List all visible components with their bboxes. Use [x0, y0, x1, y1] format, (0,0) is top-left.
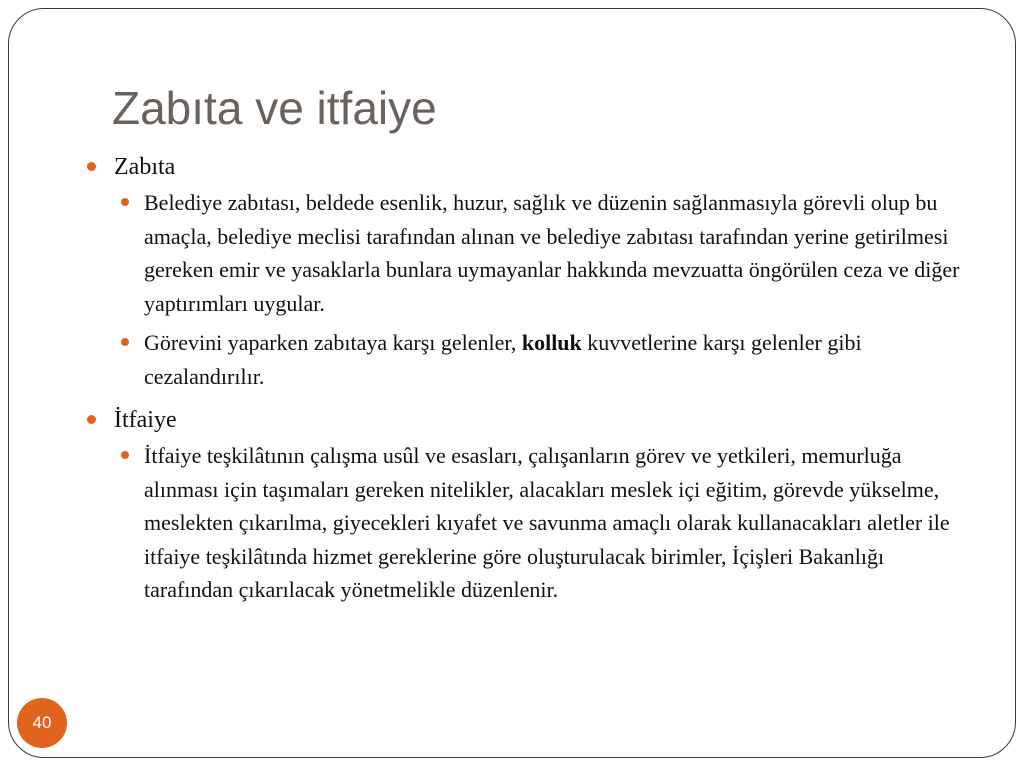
bullet-icon	[121, 451, 129, 459]
slide-body	[84, 150, 964, 613]
list-item-bold-term: kolluk	[521, 330, 582, 355]
bullet-icon	[121, 338, 129, 346]
list-item	[84, 439, 964, 607]
section-heading-label: Zabıta	[114, 154, 176, 180]
slide-title: Zabıta ve itfaiye	[112, 82, 437, 134]
section-heading-zabita	[84, 150, 964, 184]
section-heading-itfaiye	[84, 403, 964, 437]
list-item-text	[144, 330, 862, 389]
list-item	[84, 186, 964, 320]
bullet-icon	[87, 162, 96, 171]
bullet-icon	[121, 198, 129, 206]
list-item-text: İtfaiye teşkilâtının çalışma usûl ve esasları, çalışanların görev ve yetkileri, memurluğa alınması için taşımaları gereken nitelikler, alacakları meslek içi eğitim, görevde yükselme, meslekten çıkarılma, giyecekleri kıyafet ve savunma amaçlı olarak kullanacakları aletler ile itfaiye teşkilâtında hizmet gereklerine göre oluşturulacak birimler, İçişleri Bakanlığı tarafından çıkarılacak yönetmelikle düzenlenir.	[144, 443, 950, 602]
list-item	[84, 326, 964, 393]
bullet-icon	[87, 415, 96, 424]
list-item-text-part: Görevini yaparken zabıtaya karşı gelenler,	[144, 330, 522, 355]
page-number-badge: 40	[17, 698, 67, 748]
section-heading-label: İtfaiye	[114, 407, 177, 433]
list-item-text-part: kuvvetlerine karşı gelenler gibi cezalandırılır.	[144, 330, 862, 389]
list-item-text: Belediye zabıtası, beldede esenlik, huzur, sağlık ve düzenin sağlanmasıyla görevli olup bu amaçla, belediye meclisi tarafından alınan ve belediye zabıtası tarafından yerine getirilmesi gereken emir ve yasaklarla bunlara uymayanlar hakkında mevzuatta öngörülen ceza ve diğer yaptırımları uygular.	[144, 190, 960, 316]
